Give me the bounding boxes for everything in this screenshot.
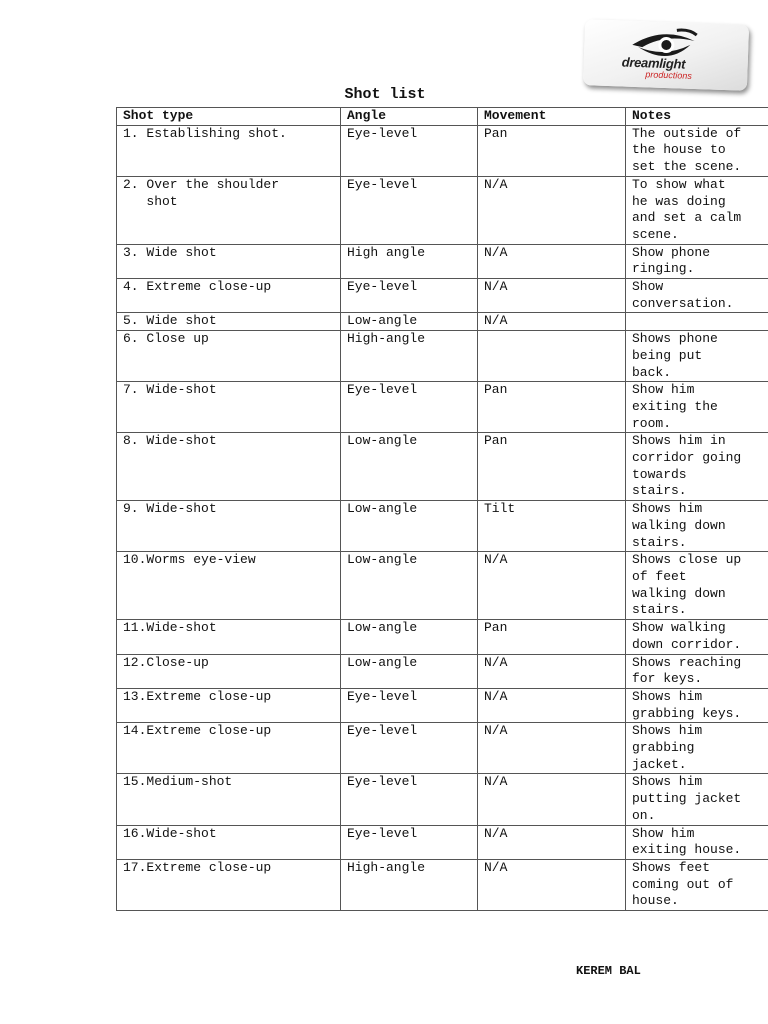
notes-cell: Shows him grabbing keys. bbox=[626, 688, 768, 722]
notes-cell: Shows him grabbing jacket. bbox=[626, 723, 768, 774]
shot-type-cell: 3. Wide shot bbox=[117, 244, 341, 278]
notes-cell: Show phone ringing. bbox=[626, 244, 768, 278]
movement-cell: Pan bbox=[478, 382, 626, 433]
header-movement: Movement bbox=[478, 108, 626, 126]
notes-cell: Show walking down corridor. bbox=[626, 620, 768, 654]
shot-type-cell: 2. Over the shoulder shot bbox=[117, 176, 341, 244]
notes-cell: Show him exiting house. bbox=[626, 825, 768, 859]
shot-type-cell: 5. Wide shot bbox=[117, 313, 341, 331]
movement-cell: N/A bbox=[478, 859, 626, 910]
header-angle: Angle bbox=[341, 108, 478, 126]
movement-cell: N/A bbox=[478, 244, 626, 278]
notes-cell: Shows close up of feet walking down stairs. bbox=[626, 552, 768, 620]
movement-cell: N/A bbox=[478, 279, 626, 313]
movement-cell bbox=[478, 331, 626, 382]
movement-cell: N/A bbox=[478, 825, 626, 859]
angle-cell: Eye-level bbox=[341, 279, 478, 313]
table-row bbox=[117, 688, 768, 722]
movement-cell: N/A bbox=[478, 688, 626, 722]
notes-cell: Shows feet coming out of house. bbox=[626, 859, 768, 910]
table-row bbox=[117, 244, 768, 278]
table-row bbox=[117, 825, 768, 859]
movement-cell: N/A bbox=[478, 723, 626, 774]
shot-type-cell: 1. Establishing shot. bbox=[117, 125, 341, 176]
shot-type-cell: 14.Extreme close-up bbox=[117, 723, 341, 774]
table-row bbox=[117, 501, 768, 552]
movement-cell: Pan bbox=[478, 620, 626, 654]
notes-cell: Show conversation. bbox=[626, 279, 768, 313]
shot-type-cell: 12.Close-up bbox=[117, 654, 341, 688]
notes-cell: Shows phone being put back. bbox=[626, 331, 768, 382]
table-row bbox=[117, 433, 768, 501]
header-shot-type: Shot type bbox=[117, 108, 341, 126]
shot-type-cell: 6. Close up bbox=[117, 331, 341, 382]
table-row bbox=[117, 279, 768, 313]
shot-type-cell: 10.Worms eye-view bbox=[117, 552, 341, 620]
movement-cell: Pan bbox=[478, 125, 626, 176]
page-title: Shot list bbox=[344, 86, 426, 103]
angle-cell: Eye-level bbox=[341, 825, 478, 859]
shot-type-cell: 17.Extreme close-up bbox=[117, 859, 341, 910]
angle-cell: Low-angle bbox=[341, 552, 478, 620]
table-row bbox=[117, 859, 768, 910]
table-row bbox=[117, 723, 768, 774]
movement-cell: N/A bbox=[478, 176, 626, 244]
angle-cell: Eye-level bbox=[341, 774, 478, 825]
movement-cell: N/A bbox=[478, 774, 626, 825]
shot-type-cell: 13.Extreme close-up bbox=[117, 688, 341, 722]
table-row bbox=[117, 382, 768, 433]
angle-cell: Eye-level bbox=[341, 723, 478, 774]
angle-cell: Low-angle bbox=[341, 433, 478, 501]
table-row bbox=[117, 125, 768, 176]
shot-type-cell: 9. Wide-shot bbox=[117, 501, 341, 552]
angle-cell: High-angle bbox=[341, 331, 478, 382]
notes-cell: Shows him putting jacket on. bbox=[626, 774, 768, 825]
angle-cell: Low-angle bbox=[341, 501, 478, 552]
table-row bbox=[117, 176, 768, 244]
shot-type-cell: 16.Wide-shot bbox=[117, 825, 341, 859]
table-row bbox=[117, 774, 768, 825]
angle-cell: High-angle bbox=[341, 859, 478, 910]
table-row bbox=[117, 331, 768, 382]
angle-cell: Eye-level bbox=[341, 176, 478, 244]
movement-cell: N/A bbox=[478, 313, 626, 331]
table-row bbox=[117, 552, 768, 620]
logo-subtitle: productions bbox=[645, 69, 692, 81]
notes-cell: Show him exiting the room. bbox=[626, 382, 768, 433]
notes-cell bbox=[626, 313, 768, 331]
angle-cell: Low-angle bbox=[341, 620, 478, 654]
angle-cell: High angle bbox=[341, 244, 478, 278]
movement-cell: Pan bbox=[478, 433, 626, 501]
angle-cell: Low-angle bbox=[341, 654, 478, 688]
angle-cell: Low-angle bbox=[341, 313, 478, 331]
shot-type-cell: 15.Medium-shot bbox=[117, 774, 341, 825]
notes-cell: To show what he was doing and set a calm scene. bbox=[626, 176, 768, 244]
header-notes: Notes bbox=[626, 108, 768, 126]
shot-list-table bbox=[116, 107, 768, 911]
shot-type-cell: 4. Extreme close-up bbox=[117, 279, 341, 313]
table-row bbox=[117, 620, 768, 654]
eye-logo-icon bbox=[583, 19, 749, 91]
movement-cell: N/A bbox=[478, 552, 626, 620]
company-logo bbox=[583, 19, 749, 91]
notes-cell: The outside of the house to set the scene. bbox=[626, 125, 768, 176]
table-header-row bbox=[117, 108, 768, 126]
notes-cell: Shows him in corridor going towards stairs. bbox=[626, 433, 768, 501]
notes-cell: Shows reaching for keys. bbox=[626, 654, 768, 688]
logo-wordmark: dreamlight bbox=[621, 54, 686, 72]
angle-cell: Eye-level bbox=[341, 382, 478, 433]
author-name: KEREM BAL bbox=[576, 964, 641, 978]
notes-cell: Shows him walking down stairs. bbox=[626, 501, 768, 552]
shot-type-cell: 8. Wide-shot bbox=[117, 433, 341, 501]
angle-cell: Eye-level bbox=[341, 125, 478, 176]
shot-type-cell: 7. Wide-shot bbox=[117, 382, 341, 433]
table-row bbox=[117, 654, 768, 688]
table-row bbox=[117, 313, 768, 331]
movement-cell: N/A bbox=[478, 654, 626, 688]
shot-type-cell: 11.Wide-shot bbox=[117, 620, 341, 654]
movement-cell: Tilt bbox=[478, 501, 626, 552]
angle-cell: Eye-level bbox=[341, 688, 478, 722]
